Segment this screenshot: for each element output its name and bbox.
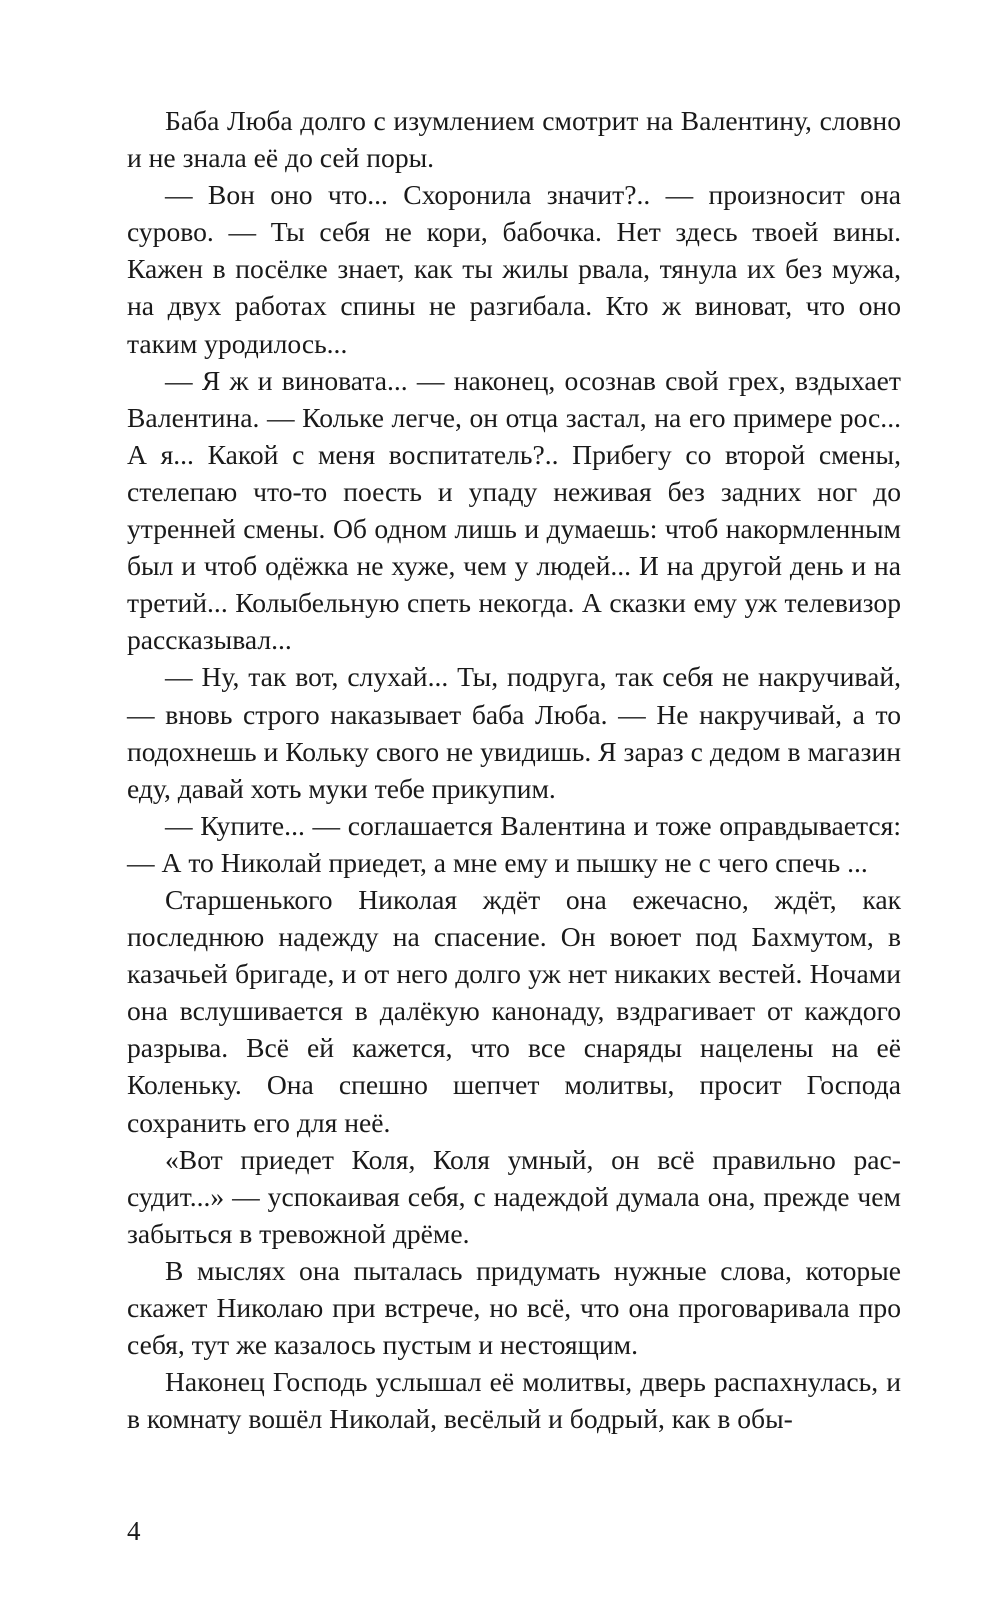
paragraph: В мыслях она пыталась придумать нужные слова, которые скажет Николаю при встрече, но всё, что она проговаривала про себя, тут же казалось пустым и нестоящим. <box>127 1254 901 1361</box>
paragraph: Наконец Господь услышал её молитвы, дверь распахнулась, и в комнату вошёл Николай, весёлый и бодрый, как в обы- <box>127 1366 901 1435</box>
paragraph: — Я ж и виновата... — наконец, осознав свой грех, вздыхает Валентина. — Кольке легче, он отца застал, на его примере рос... А я... Какой с меня воспитатель?.. Прибегу со второй смены, стелепаю что-то поесть и упаду неживая без задних ног до утренней смены. Об одном лишь и думаешь: чтоб накормленным был и чтоб одёжка не хуже, чем у людей... И на другой день и на третий... Колыбельную спеть некогда. А сказки ему уж телевизор рассказывал... <box>127 364 901 656</box>
paragraph: «Вот приедет Коля, Коля умный, он всё правильно рассудит...» — успокаивая себя, с надеждой думала она, прежде чем забыться в тревожной дрёме. <box>127 1143 901 1249</box>
page-number: 4 <box>127 1516 141 1546</box>
paragraph: — Ну, так вот, слухай... Ты, подруга, так себя не накручивай, — вновь строго наказывает баба Люба. — Не накручивай, а то подохнешь и Кольку свого не увидишь. Я зараз с дедом в магазин еду, давай хоть муки тебе прикупим. <box>127 661 901 804</box>
paragraph: — Вон оно что... Схоронила значит?.. — произносит она сурово. — Ты себя не кори, бабочка. Нет здесь твоей вины. Кажен в посёлке знает, как ты жилы рвала, тянула их без мужа, на двух работах спины не разгибала. Кто ж виноват, что оно таким уродилось... <box>127 179 901 359</box>
paragraph: — Купите... — соглашается Валентина и тоже оправдывается: — А то Николай приедет, а мне ему и пышку не с чего спечь ... <box>127 809 901 878</box>
paragraph: Баба Люба долго с изумлением смотрит на Валентину, словно и не знала её до сей поры. <box>127 105 901 174</box>
body-text <box>127 102 901 1437</box>
paragraph: Старшенького Николая ждёт она ежечасно, ждёт, как последнюю надежду на спасение. Он воюет под Бахмутом, в казачьей бригаде, и от него долго уж нет никаких вестей. Ночами она вслушивается в далёкую канонаду, вздрагивает от каждого разрыва. Всё ей кажется, что все снаряды нацелены на её Коленьку. Она спешно шепчет молитвы, просит Господа сохранить его для неё. <box>127 883 901 1138</box>
